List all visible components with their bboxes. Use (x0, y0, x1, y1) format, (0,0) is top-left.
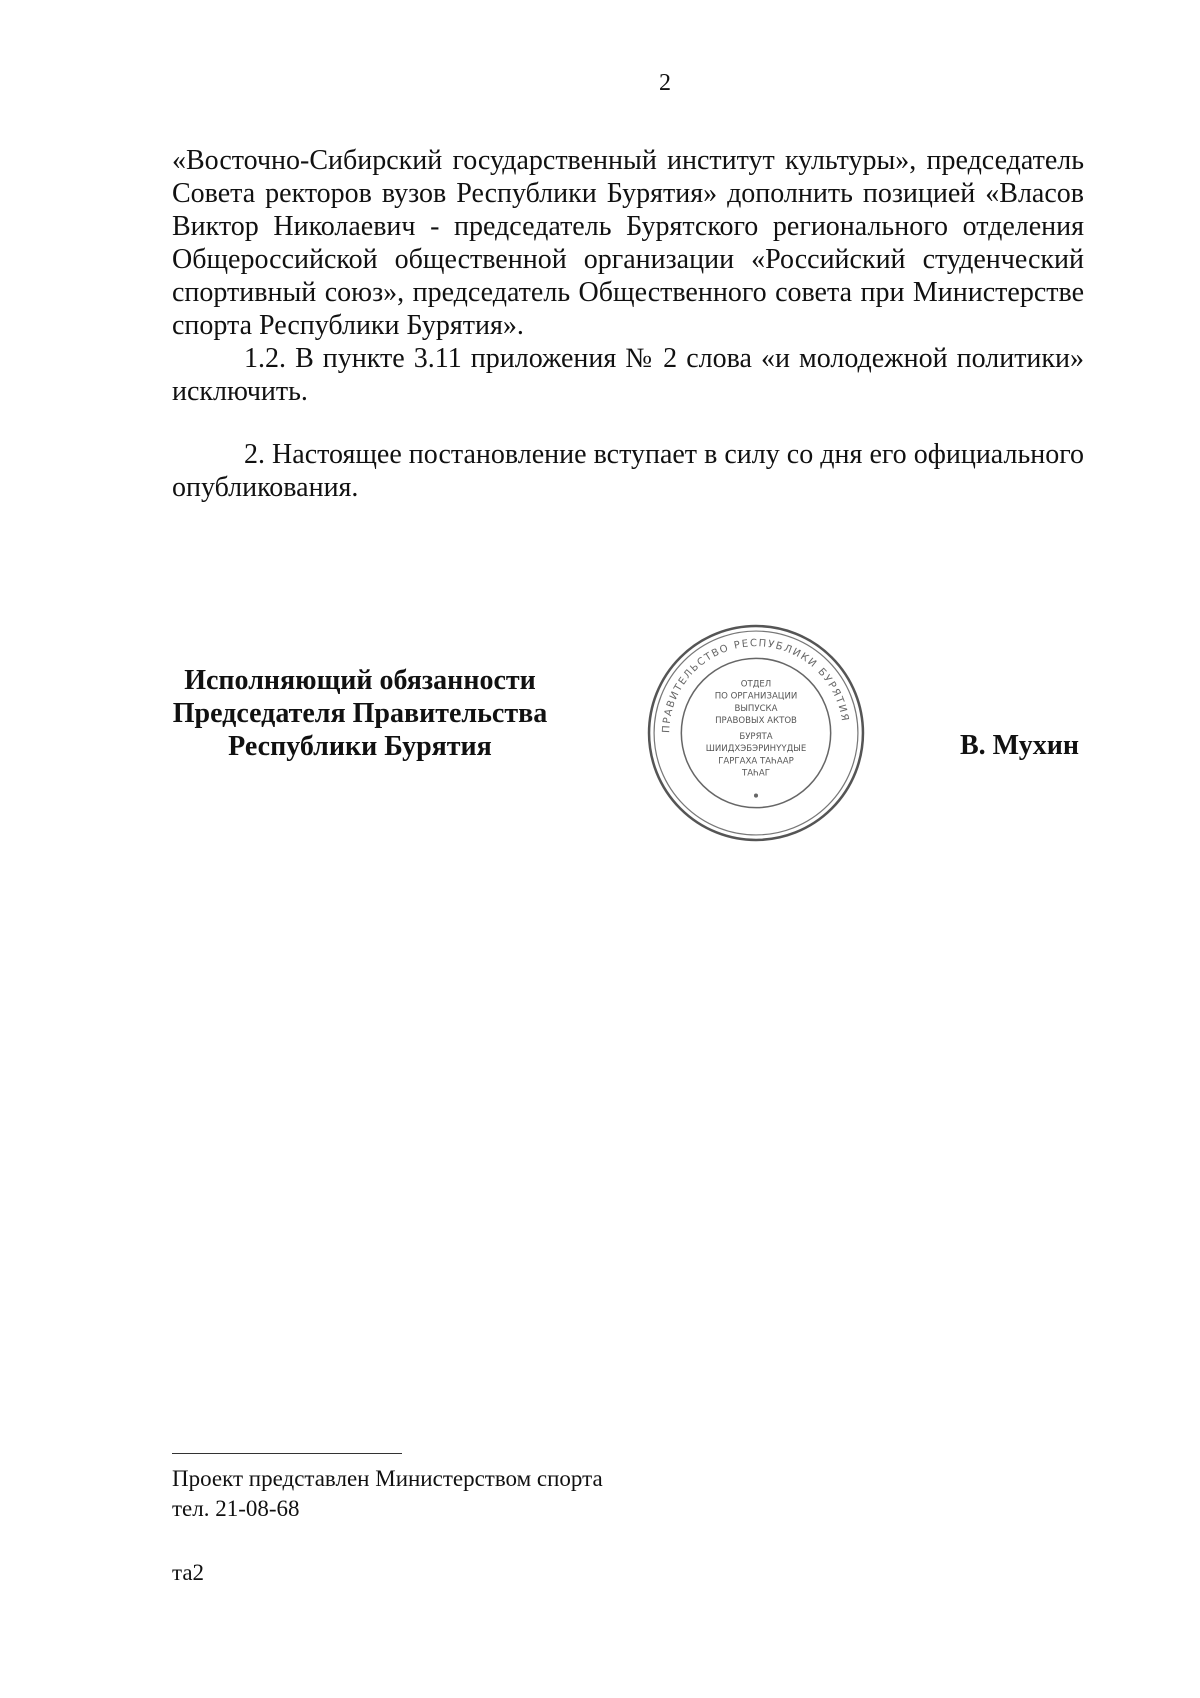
seal-dot-icon (754, 794, 758, 798)
paragraph-continuation: «Восточно-Сибирский государственный институт культуры», председатель Совета ректоров вузов Республики Бурятия» дополнить позицией «Власов Виктор Николаевич - председатель Бурятского регионального отделения Общероссийской общественной организации «Российский студенческий спортивный союз», председатель Общественного совета при Министерстве спорта Республики Бурятия». (172, 145, 1084, 341)
document-body (172, 144, 1084, 504)
signature-title-line: Исполняющий обязанности (184, 665, 536, 696)
paragraph-2: 2. Настоящее постановление вступает в силу со дня его официального опубликования. (172, 439, 1084, 503)
official-seal (645, 622, 867, 844)
seal-text: ГАРГАХА ТАҺААР (718, 756, 794, 767)
seal-text: ОТДЕЛ (740, 679, 772, 690)
seal-text: ТАҺАГ (741, 768, 771, 779)
document-code: та2 (172, 1560, 205, 1585)
paragraph-1-2: 1.2. В пункте 3.11 приложения № 2 слова «и молодежной политики» исключить. (172, 343, 1084, 407)
signature-title-line: Республики Бурятия (228, 731, 492, 762)
seal-text: ВЫПУСКА (734, 703, 778, 714)
seal-text: ПО ОРГАНИЗАЦИИ (714, 691, 798, 702)
signatory-name: В. Мухин (960, 730, 1079, 761)
seal-text: ШИИДХЭБЭРИНҮҮДЫЕ (705, 744, 807, 755)
footnote-line: Проект представлен Министерством спорта (172, 1466, 603, 1491)
seal-text: ПРАВОВЫХ АКТОВ (715, 715, 797, 726)
signature-title-line: Председателя Правительства (172, 698, 548, 729)
signature-title (150, 664, 570, 763)
page-number: 2 (659, 70, 671, 96)
seal-ring-text: ПРАВИТЕЛЬСТВО РЕСПУБЛИКИ БУРЯТИЯ (661, 638, 851, 734)
footnote-line: тел. 21-08-68 (172, 1496, 300, 1521)
seal-text: БУРЯТА (739, 732, 773, 743)
footnote (172, 1464, 603, 1524)
footnote-divider (172, 1453, 402, 1454)
